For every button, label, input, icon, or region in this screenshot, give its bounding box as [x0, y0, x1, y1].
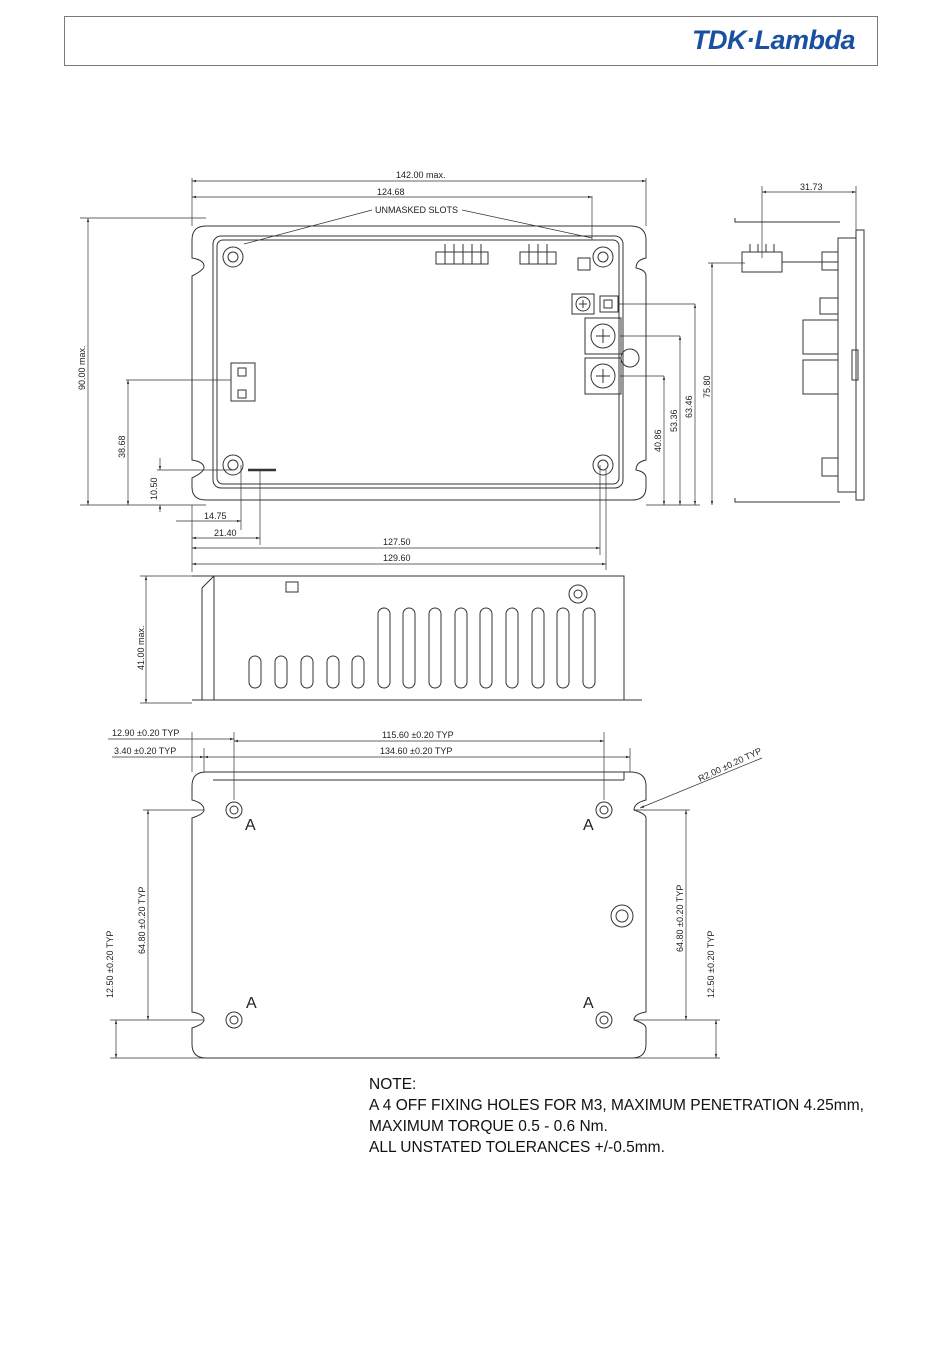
bottom-mounting-hole-tr: [596, 802, 612, 818]
hole-marker-tl: A: [245, 817, 256, 834]
dim-right-edge-x: 129.60: [383, 553, 411, 563]
top-view-dimensions: [80, 178, 745, 572]
terminal-2: [585, 358, 621, 394]
bottom-mounting-hole-bl: [226, 1012, 242, 1028]
notes-line-2: MAXIMUM TORQUE 0.5 - 0.6 Nm.: [369, 1118, 608, 1135]
bottom-view: [192, 772, 646, 1058]
small-connector: [600, 296, 618, 312]
top-mounting-hole-bl: [223, 455, 243, 475]
dim-hole-offset-y-right: 12.50 ±0.20 TYP: [706, 930, 716, 998]
top-view-inner-box-2: [217, 240, 619, 484]
dim-hole-height: 10.50: [149, 477, 159, 500]
dim-hole-offset-y-left: 12.50 ±0.20 TYP: [105, 930, 115, 998]
dim-front-height: 41.00 max.: [136, 625, 146, 670]
dim-corner-radius: R2.00 ±0.20 TYP: [696, 745, 764, 784]
vent-slots-short: [249, 656, 364, 688]
dim-terminal-1: 40.86: [653, 429, 663, 452]
top-mounting-hole-tl: [223, 247, 243, 267]
bottom-mounting-hole-tl: [226, 802, 242, 818]
hole-markers: [245, 817, 594, 1012]
dim-terminal-4: 75.80: [702, 375, 712, 398]
bottom-mounting-hole-br: [596, 1012, 612, 1028]
signal-connector-strip: [436, 244, 590, 270]
vent-slots-tall: [378, 608, 595, 688]
front-view-labels: [136, 625, 146, 670]
dim-hole-pitch-y-right: 64.80 ±0.20 TYP: [675, 884, 685, 952]
side-view: [735, 186, 864, 502]
top-view-inner-box: [213, 236, 623, 488]
notes-block: [369, 1074, 864, 1158]
tdk-lambda-logo: TDK·Lambda: [692, 25, 855, 55]
dim-depth: 31.73: [800, 182, 823, 192]
hole-marker-br: A: [583, 995, 594, 1012]
terminal-1: [585, 318, 621, 354]
left-pin-connector: [231, 363, 255, 401]
dim-edge-offset: 3.40 ±0.20 TYP: [114, 746, 177, 756]
notes-line-1: A 4 OFF FIXING HOLES FOR M3, MAXIMUM PENETRATION 4.25mm,: [369, 1097, 864, 1114]
bottom-view-outline: [192, 772, 646, 1058]
top-mounting-hole-tr: [593, 247, 613, 267]
dim-hole-pitch-y-left: 64.80 ±0.20 TYP: [137, 886, 147, 954]
dim-flange-span: 134.60 ±0.20 TYP: [380, 746, 453, 756]
dim-hole-x: 14.75: [204, 511, 227, 521]
side-view-body: [838, 238, 856, 492]
dim-terminal-3: 63.46: [684, 395, 694, 418]
top-mounting-hole-br: [593, 455, 613, 475]
dim-connector-height: 38.68: [117, 435, 127, 458]
dim-pin-x: 21.40: [214, 528, 237, 538]
dim-overall-width: 142.00 max.: [396, 170, 446, 180]
notes-title: NOTE:: [369, 1076, 417, 1093]
dim-hole-offset-x: 12.90 ±0.20 TYP: [112, 728, 180, 738]
led-indicator: [621, 349, 639, 367]
dim-right-hole-x: 127.50: [383, 537, 411, 547]
front-view-outline: [192, 576, 640, 700]
bottom-view-dimensions: [108, 732, 762, 1058]
dim-unmasked-slots: UNMASKED SLOTS: [375, 205, 459, 215]
hole-marker-bl: A: [246, 995, 257, 1012]
notes-line-3: ALL UNSTATED TOLERANCES +/-0.5mm.: [369, 1139, 665, 1156]
front-view: [140, 576, 642, 703]
dim-terminal-2: 53.36: [669, 409, 679, 432]
top-view: [192, 226, 646, 500]
dim-overall-height: 90.00 max.: [77, 345, 87, 390]
dim-slot-span: 124.68: [377, 187, 405, 197]
trim-potentiometer: [572, 294, 594, 314]
dim-hole-pitch-x: 115.60 ±0.20 TYP: [382, 730, 454, 740]
hole-marker-tr: A: [583, 817, 594, 834]
side-view-labels: [800, 182, 823, 192]
top-view-labels: [77, 170, 712, 563]
